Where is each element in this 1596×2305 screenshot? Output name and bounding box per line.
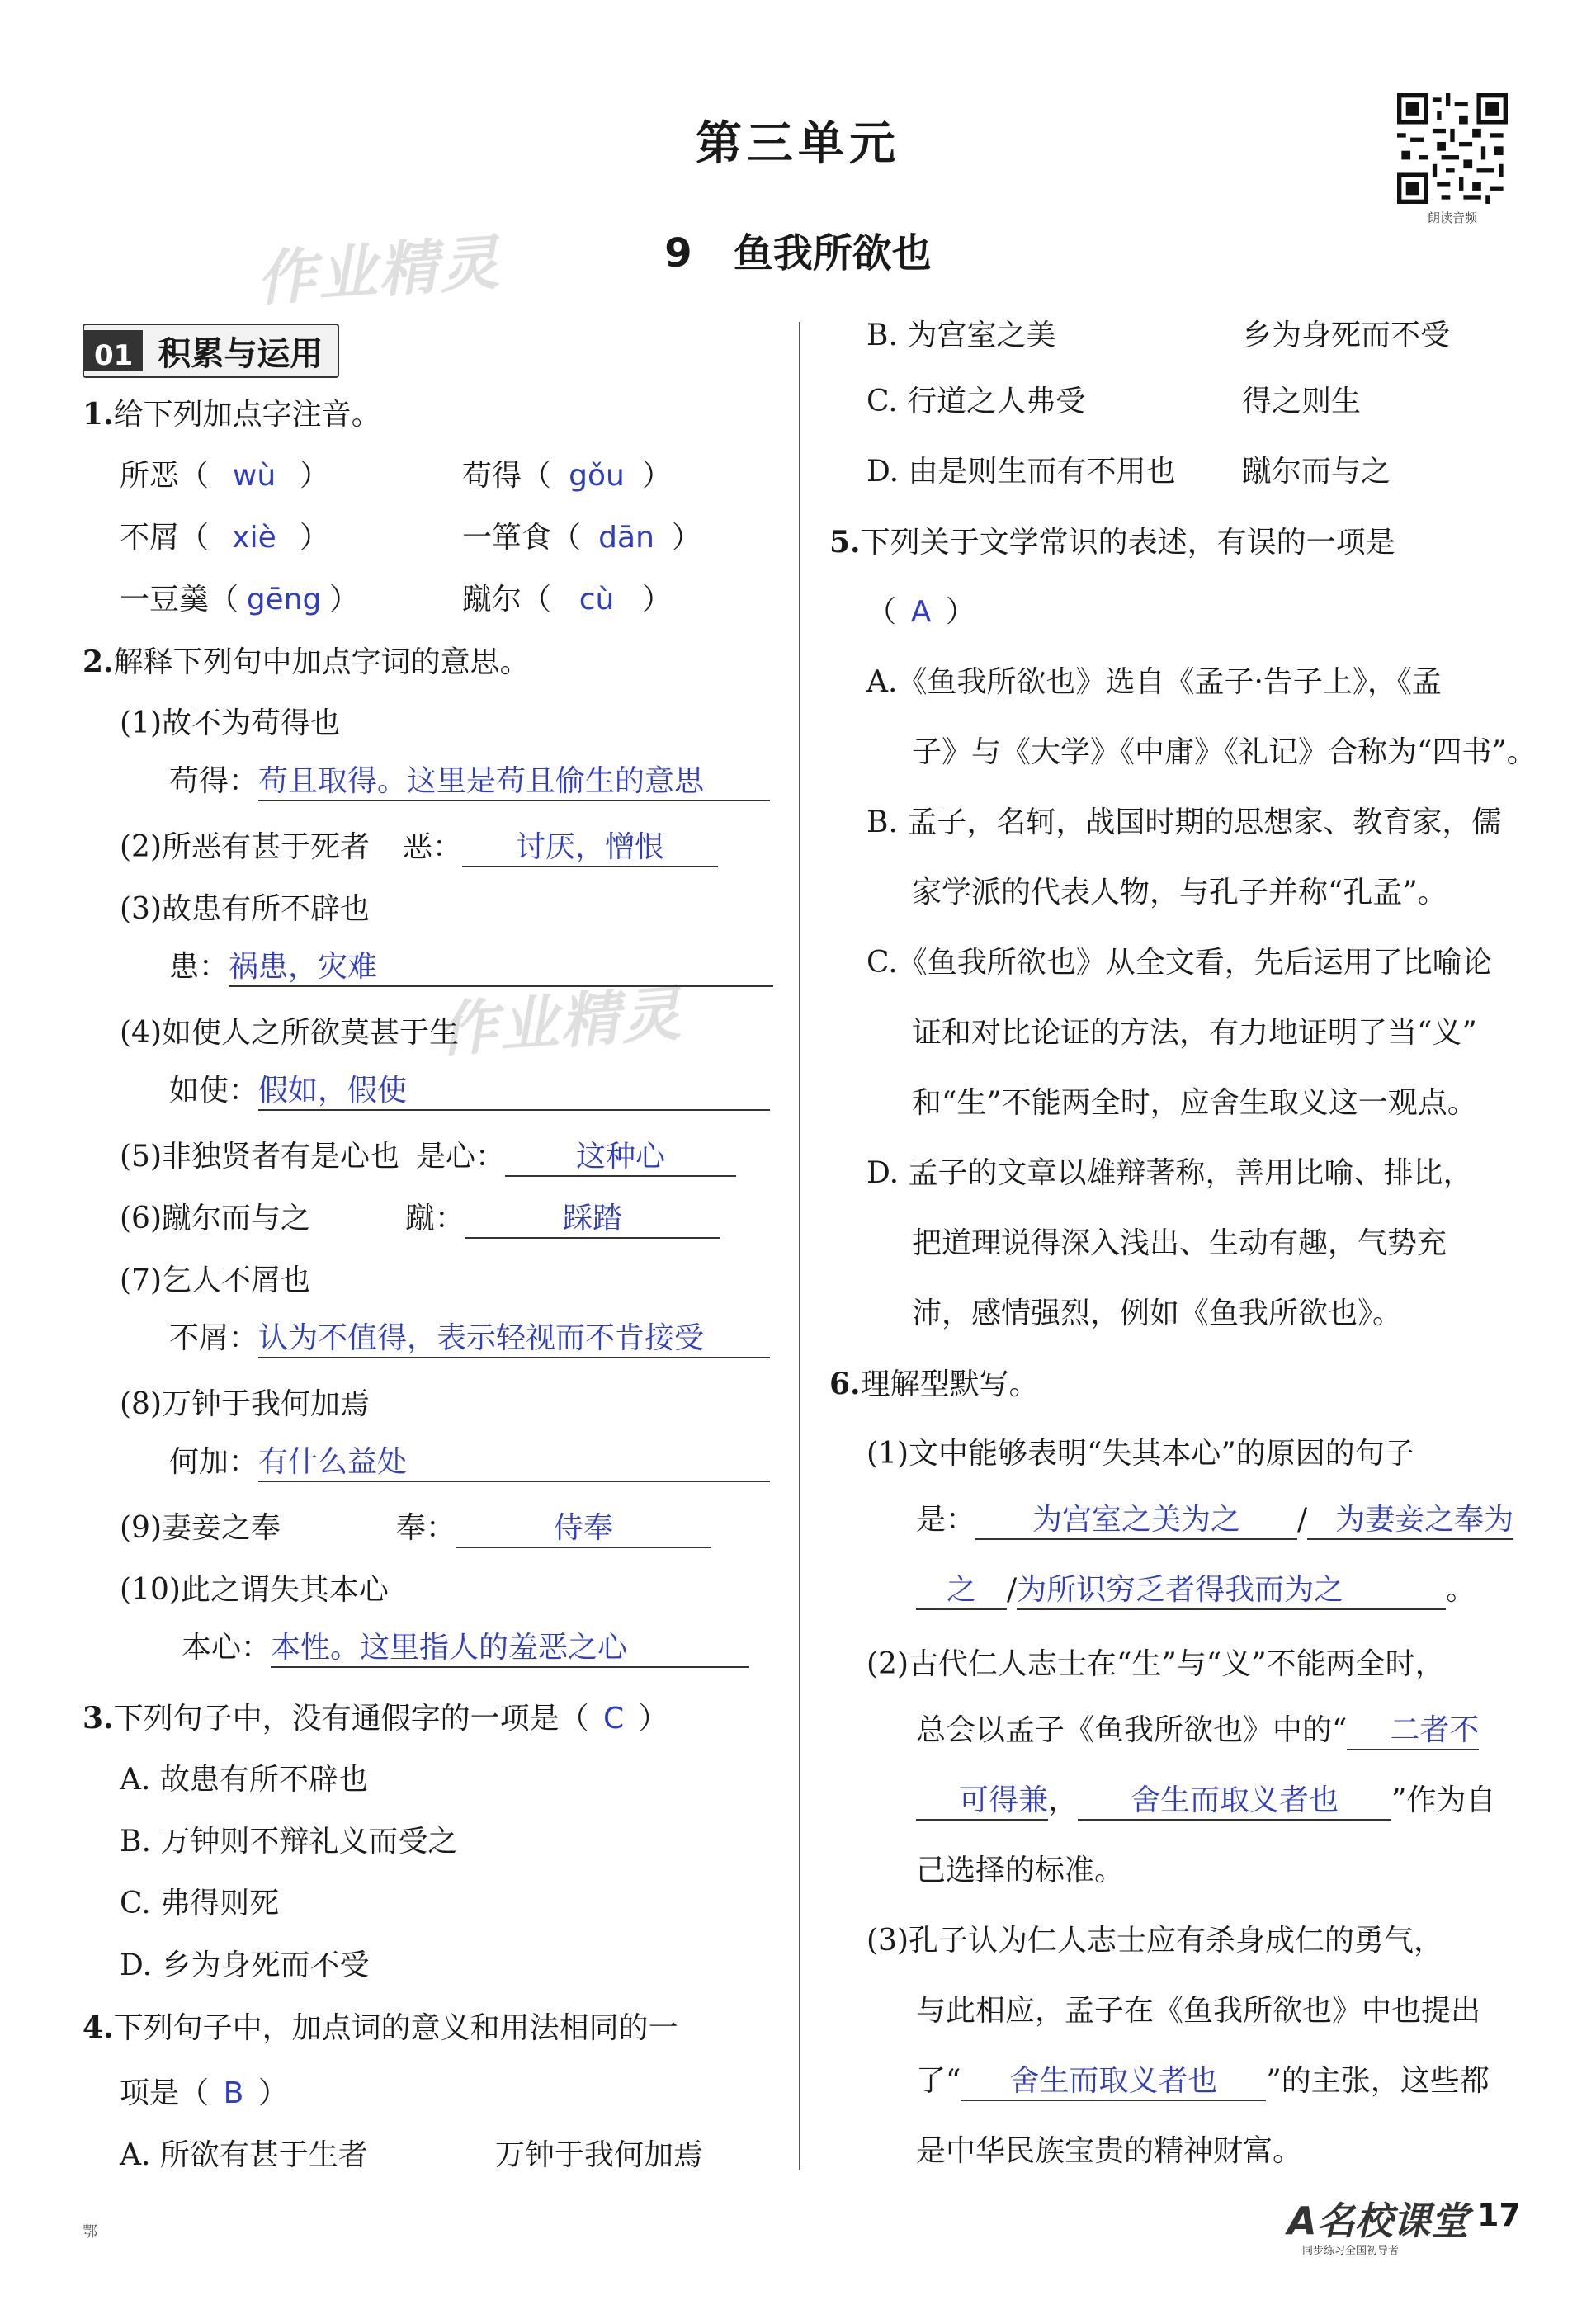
q3-option: B. 万钟则不辩礼义而受之 bbox=[120, 1825, 458, 1859]
question-4-prompt-cont: 项是（ B ） bbox=[120, 2076, 289, 2110]
q6-answer: 为所识穷乏者得我而为之 bbox=[1017, 1572, 1446, 1610]
q1-answer: wù bbox=[232, 459, 276, 493]
q2-answer: 有什么益处 bbox=[258, 1444, 770, 1482]
lesson-name: 鱼我所欲也 bbox=[733, 230, 932, 276]
q6-answer-row: 了“ 舍生而取义者也 ”的主张，这些都 bbox=[916, 2063, 1490, 2101]
q2-answer-row: (5)非独贤者有是心也 是心： 这种心 bbox=[120, 1139, 736, 1177]
q4-option-left: C. 行道之人弗受 bbox=[866, 385, 1086, 418]
q5-line: B. 孟子，名轲，战国时期的思想家、教育家，儒 bbox=[866, 805, 1502, 839]
q2-answer: 踩踏 bbox=[465, 1201, 720, 1239]
q5-line: 子》与《大学》《中庸》《礼记》合称为“四书”。 bbox=[912, 735, 1537, 769]
q4-option-right: 乡为身死而不受 bbox=[1242, 319, 1451, 352]
qr-code-icon[interactable] bbox=[1397, 93, 1508, 204]
q6-answer: 舍生而取义者也 bbox=[961, 2063, 1266, 2101]
q1-answer: dān bbox=[598, 521, 654, 555]
page-number: 17 bbox=[1477, 2197, 1521, 2233]
q6-part-2: (2)古代仁人志士在“生”与“义”不能两全时， bbox=[866, 1647, 1445, 1681]
question-1-prompt: 1.给下列加点字注音。 bbox=[83, 397, 381, 432]
q6-answer: 可得兼 bbox=[916, 1783, 1048, 1821]
q2-answer: 侍奉 bbox=[456, 1510, 711, 1548]
question-4-prompt: 4.下列句子中，加点词的意义和用法相同的一 bbox=[83, 2010, 678, 2045]
q4-answer: B bbox=[223, 2076, 244, 2110]
q5-answer: A bbox=[910, 595, 932, 629]
q2-answer-row: 如使：假如，假使 bbox=[169, 1073, 770, 1111]
q2-answer-row: (9)妻妾之奉 奉： 侍奉 bbox=[120, 1510, 711, 1548]
q2-answer: 讨厌，憎恨 bbox=[462, 829, 718, 867]
q4-option-left: B. 为宫室之美 bbox=[866, 319, 1056, 352]
q6-answer-row: 总会以孟子《鱼我所欲也》中的“ 二者不 bbox=[916, 1712, 1479, 1750]
q4-option-right: 万钟于我何加焉 bbox=[495, 2138, 704, 2172]
footer-region-mark: 鄂 bbox=[83, 2223, 97, 2241]
column-divider bbox=[799, 322, 800, 2170]
q2-answer-row: (2)所恶有甚于死者 恶： 讨厌，憎恨 bbox=[120, 829, 718, 867]
q3-option: A. 故患有所不辟也 bbox=[120, 1763, 368, 1797]
q1-item: 所恶（ wù ） bbox=[120, 459, 330, 493]
q4-option-right: 蹴尔而与之 bbox=[1242, 455, 1391, 489]
q2-answer-row: (6)蹴尔而与之 蹴： 踩踏 bbox=[120, 1201, 720, 1239]
q1-item: 一豆羹（ gēng ） bbox=[120, 583, 360, 616]
q2-answer: 假如，假使 bbox=[258, 1073, 770, 1111]
q3-option: D. 乡为身死而不受 bbox=[120, 1948, 370, 1982]
question-2-prompt: 2.解释下列句中加点字词的意思。 bbox=[83, 645, 530, 679]
q1-answer: xiè bbox=[232, 521, 276, 555]
q5-line: 沛，感情强烈，例如《鱼我所欲也》。 bbox=[912, 1297, 1403, 1330]
question-6-prompt: 6.理解型默写。 bbox=[829, 1367, 1039, 1401]
q6-line: 与此相应，孟子在《鱼我所欲也》中也提出 bbox=[916, 1994, 1481, 2028]
q3-option: C. 弗得则死 bbox=[120, 1887, 280, 1920]
lesson-number: 9 bbox=[664, 230, 692, 276]
q6-answer: 之 bbox=[916, 1572, 1007, 1610]
q2-answer: 这种心 bbox=[505, 1139, 736, 1177]
q6-answer: 为宫室之美为之 bbox=[975, 1502, 1297, 1540]
q1-answer: gǒu bbox=[569, 459, 625, 493]
q6-answer-row: 是： 为宫室之美为之 / 为妻妾之奉为 bbox=[916, 1502, 1513, 1540]
lesson-title bbox=[0, 221, 1596, 278]
q2-sentence: (4)如使人之所欲莫甚于生 bbox=[120, 1016, 459, 1050]
q5-line: A.《鱼我所欲也》选自《孟子·告子上》，《孟 bbox=[866, 665, 1442, 699]
q3-answer: C bbox=[603, 1702, 625, 1736]
q6-line: 己选择的标准。 bbox=[916, 1854, 1125, 1887]
q2-sentence: (3)故患有所不辟也 bbox=[120, 892, 370, 926]
q6-answer-row: 可得兼， 舍生而取义者也 ”作为自 bbox=[916, 1783, 1495, 1821]
q1-item: 不屑（ xiè ） bbox=[120, 521, 330, 555]
watermark: 作业精灵 bbox=[435, 978, 685, 1065]
q5-line: 家学派的代表人物，与孔子并称“孔孟”。 bbox=[912, 876, 1447, 909]
publisher-logo: A名校课堂 bbox=[1287, 2199, 1469, 2243]
q2-answer: 祸患，灾难 bbox=[229, 949, 773, 987]
q2-answer: 苟且取得。这里是苟且偷生的意思 bbox=[258, 763, 770, 801]
q6-answer: 二者不 bbox=[1347, 1712, 1479, 1750]
q5-line: 和“生”不能两全时，应舍生取义这一观点。 bbox=[912, 1086, 1477, 1120]
q4-option-right: 得之则生 bbox=[1242, 385, 1362, 418]
q2-sentence: (10)此之谓失其本心 bbox=[120, 1573, 389, 1607]
q1-answer: cù bbox=[578, 583, 615, 616]
q1-answer: gēng bbox=[246, 583, 322, 616]
q5-line: 把道理说得深入浅出、生动有趣，气势充 bbox=[912, 1226, 1447, 1260]
q6-answer: 舍生而取义者也 bbox=[1078, 1783, 1391, 1821]
q1-item: 苟得（ gǒu ） bbox=[462, 459, 673, 493]
q2-answer-row: 苟得：苟且取得。这里是苟且偷生的意思 bbox=[169, 763, 770, 801]
q5-answer-row: （ A ） bbox=[866, 595, 976, 629]
q2-answer-row: 何加：有什么益处 bbox=[169, 1444, 770, 1482]
q1-item: 蹴尔（ cù ） bbox=[462, 583, 673, 616]
q5-line: 证和对比论证的方法，有力地证明了当“义” bbox=[912, 1016, 1477, 1050]
q2-sentence: (1)故不为苟得也 bbox=[120, 706, 340, 740]
publisher-tagline: 同步练习全国初导者 bbox=[1302, 2245, 1400, 2257]
q1-item: 一箪食（ dān ） bbox=[462, 521, 702, 555]
q5-line: C.《鱼我所欲也》从全文看，先后运用了比喻论 bbox=[866, 946, 1492, 980]
q2-answer: 认为不值得，表示轻视而不肯接受 bbox=[258, 1320, 770, 1358]
q2-answer-row: 本心：本性。这里指人的羞恶之心 bbox=[182, 1630, 749, 1668]
qr-label: 朗读音频 bbox=[1427, 210, 1477, 225]
section-number: 01 bbox=[84, 330, 143, 371]
question-3-prompt: 3.下列句子中，没有通假字的一项是（ C ） bbox=[83, 1701, 668, 1736]
q5-line: D. 孟子的文章以雄辩著称，善用比喻、排比， bbox=[866, 1156, 1473, 1190]
q6-answer-row: 之 /为所识穷乏者得我而为之 。 bbox=[916, 1572, 1476, 1610]
question-5-prompt: 5.下列关于文学常识的表述，有误的一项是 bbox=[829, 525, 1395, 560]
q2-answer-row: 不屑：认为不值得，表示轻视而不肯接受 bbox=[169, 1320, 770, 1358]
q2-answer: 本性。这里指人的羞恶之心 bbox=[271, 1630, 749, 1668]
q4-option-left: A. 所欲有甚于生者 bbox=[120, 2138, 368, 2172]
q2-answer-row: 患：祸患，灾难 bbox=[169, 949, 773, 987]
section-badge bbox=[83, 324, 339, 378]
q6-answer: 为妻妾之奉为 bbox=[1307, 1502, 1513, 1540]
q6-part-3: (3)孔子认为仁人志士应有杀身成仁的勇气， bbox=[866, 1924, 1443, 1958]
section-label: 积累与运用 bbox=[158, 334, 323, 373]
q2-sentence: (7)乞人不屑也 bbox=[120, 1263, 310, 1297]
q6-line: 是中华民族宝贵的精神财富。 bbox=[916, 2134, 1303, 2168]
q6-part-1: (1)文中能够表明“失其本心”的原因的句子 bbox=[866, 1437, 1414, 1471]
q2-sentence: (8)万钟于我何加焉 bbox=[120, 1387, 370, 1421]
q4-option-left: D. 由是则生而有不用也 bbox=[866, 455, 1176, 489]
watermark: 作业精灵 bbox=[253, 227, 503, 314]
unit-title: 第三单元 bbox=[696, 117, 900, 171]
